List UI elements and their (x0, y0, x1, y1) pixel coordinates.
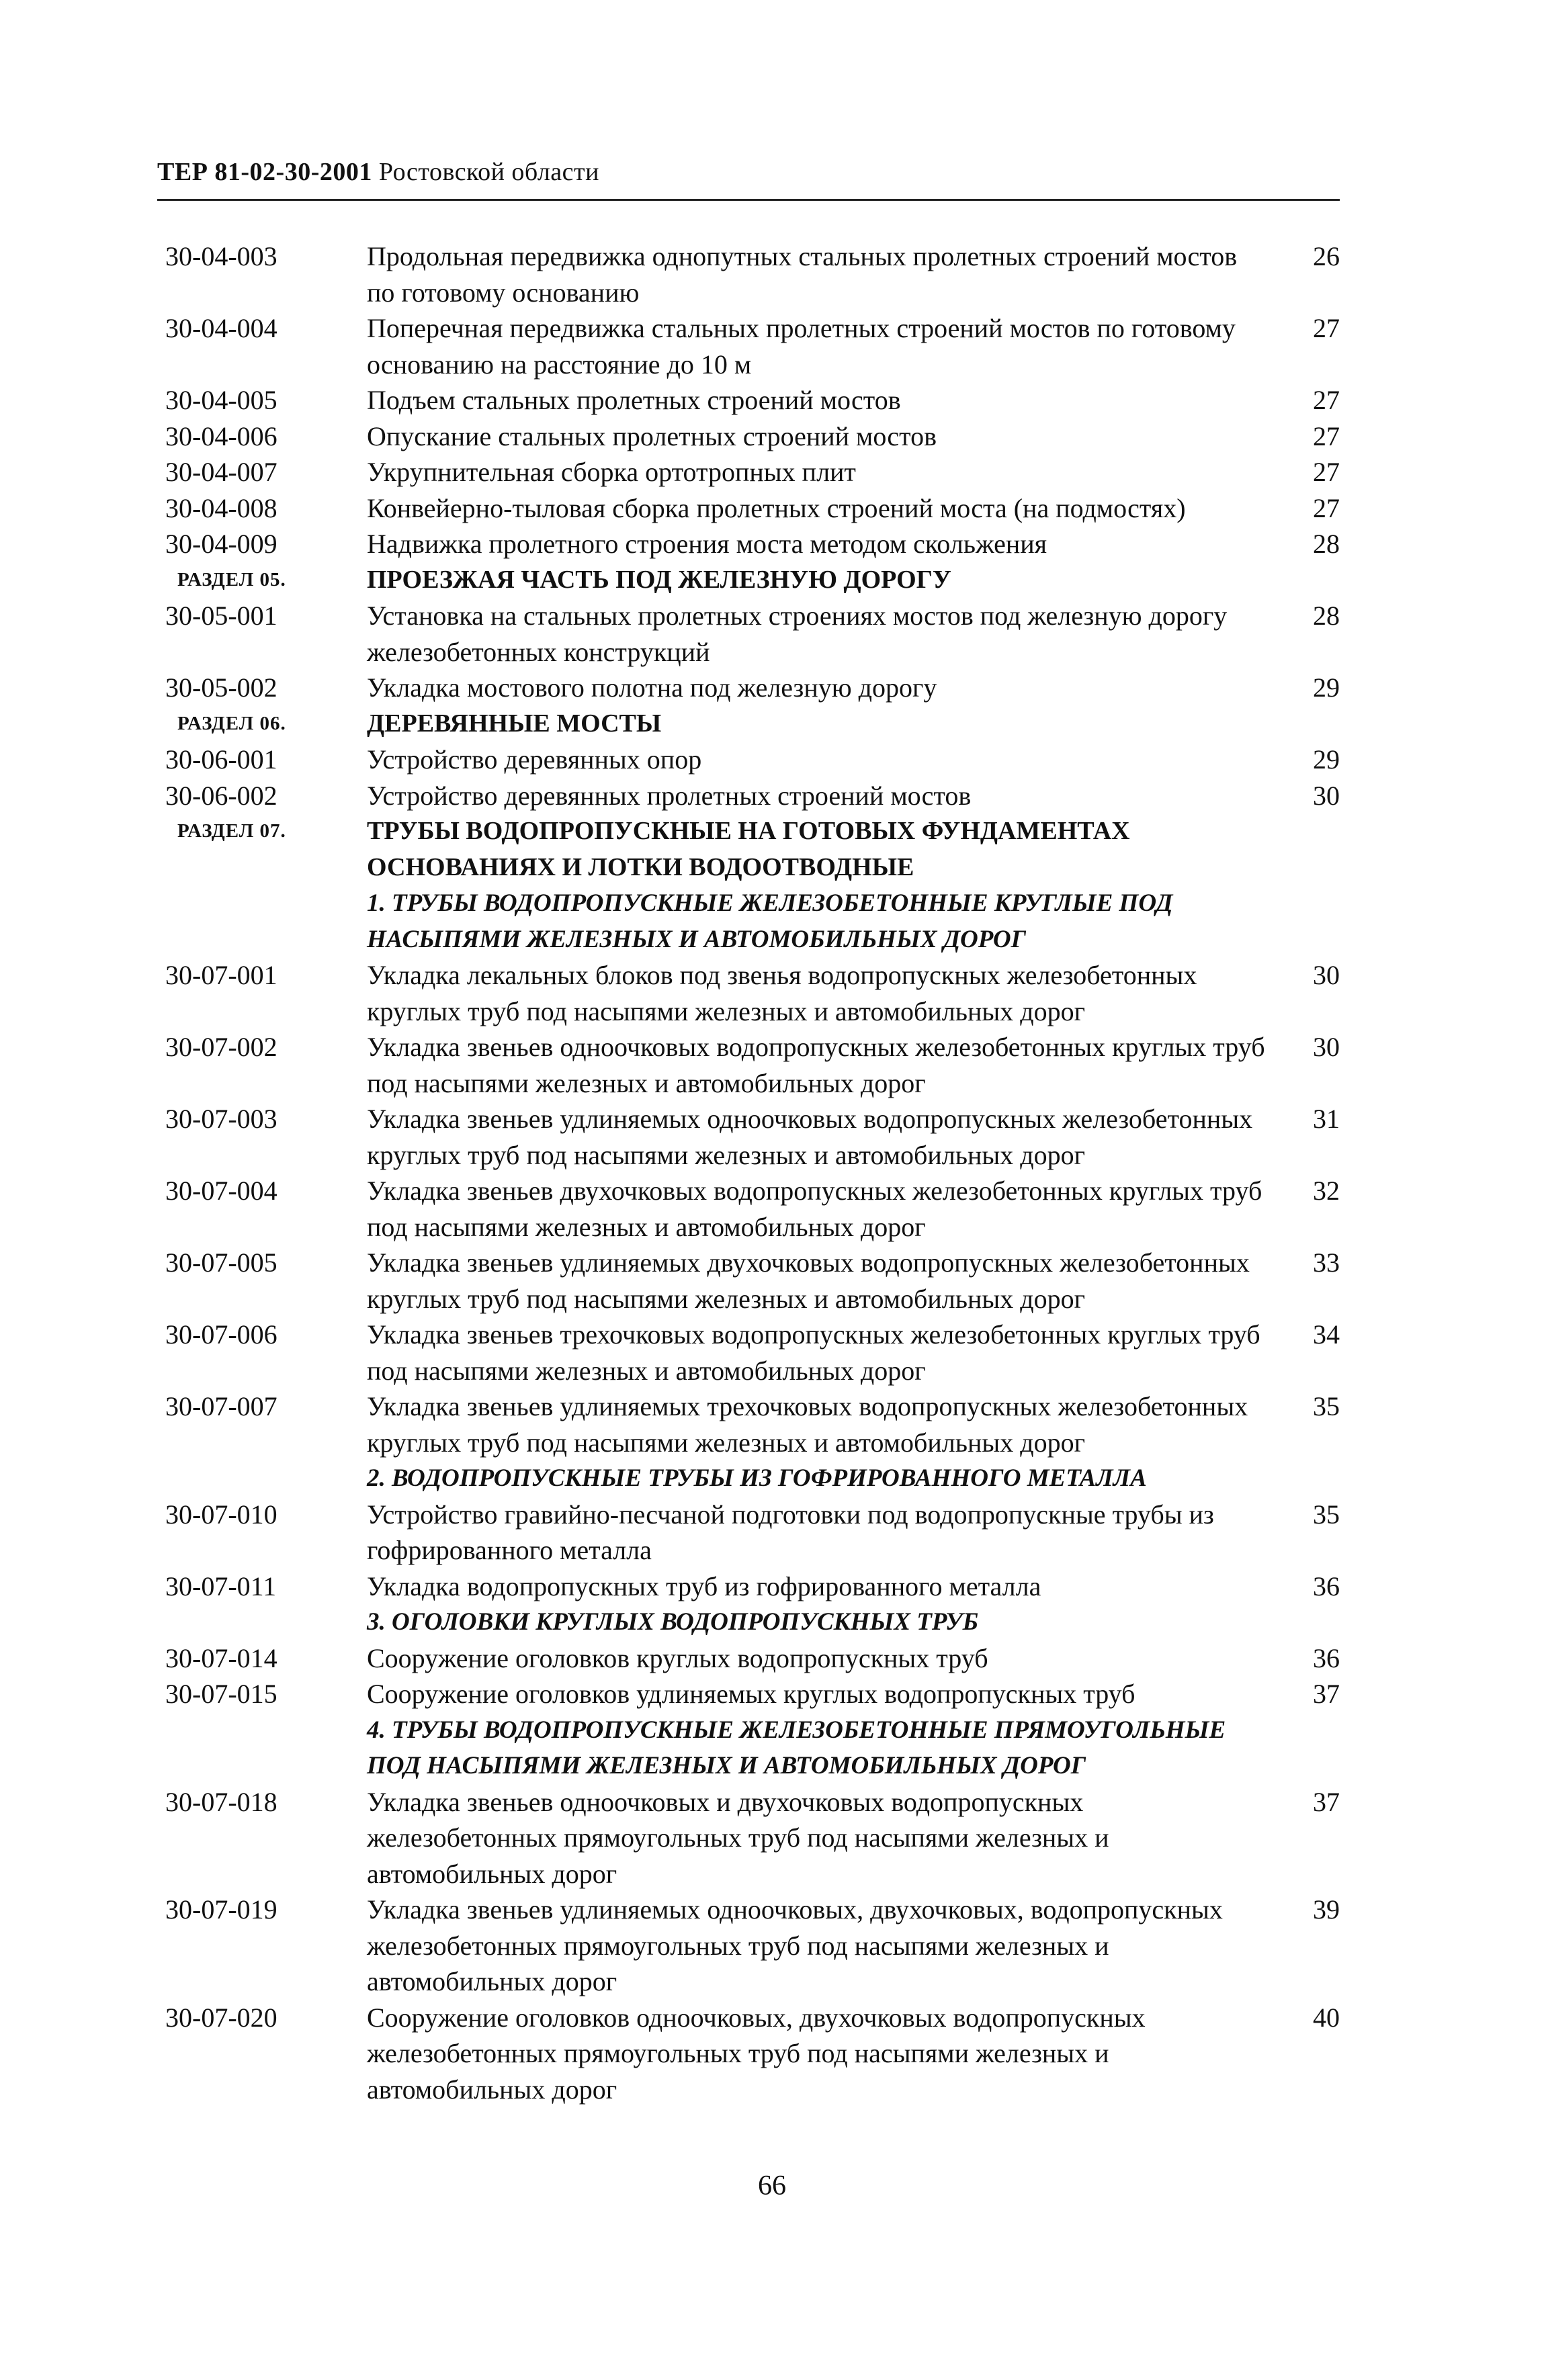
toc-code: 30-07-020 (165, 2002, 277, 2033)
toc-subsection-row (157, 1712, 1340, 1784)
toc-page: 37 (1313, 1679, 1340, 1709)
toc-code: 30-06-001 (165, 744, 277, 775)
toc-row (157, 1317, 1340, 1389)
toc-code: 30-07-014 (165, 1642, 277, 1673)
toc-code: 30-04-007 (165, 457, 277, 487)
toc-title: 3. ОГОЛОВКИ КРУГЛЫХ ВОДОПРОПУСКНЫХ ТРУБ (367, 1608, 979, 1636)
toc-page: 30 (1313, 780, 1340, 811)
toc-page: 28 (1313, 529, 1340, 559)
toc-code: 30-07-002 (165, 1032, 277, 1062)
toc-title: Укладка звеньев удлиняемых одноочковых водопропускных железобетонных круглых труб под насыпями железных и автомобильных дорог (367, 1104, 1253, 1170)
toc-page: 39 (1313, 1894, 1340, 1925)
toc-code: 30-07-006 (165, 1319, 277, 1350)
header-rule (157, 199, 1340, 201)
toc-code: 30-07-007 (165, 1391, 277, 1421)
toc-row (157, 382, 1340, 418)
toc-code: 30-07-015 (165, 1679, 277, 1709)
toc-page: 26 (1313, 241, 1340, 271)
toc-title: Сооружение оголовков удлиняемых круглых водопропускных труб (367, 1679, 1135, 1709)
toc-code: 30-04-009 (165, 529, 277, 559)
toc-row (157, 418, 1340, 455)
toc-title: Устройство деревянных пролетных строений мостов (367, 780, 972, 811)
toc-code: 30-04-003 (165, 241, 277, 271)
toc-row (157, 670, 1340, 706)
toc-page: 33 (1313, 1247, 1340, 1278)
toc-code: РАЗДЕЛ 06. (177, 712, 286, 734)
toc-page: 27 (1313, 421, 1340, 451)
toc-page: 27 (1313, 492, 1340, 523)
toc-code: 30-07-001 (165, 960, 277, 990)
toc-title: Надвижка пролетного строения моста методом скольжения (367, 529, 1047, 559)
toc-row (157, 1245, 1340, 1317)
toc-page: 40 (1313, 2002, 1340, 2033)
toc-code: 30-07-003 (165, 1104, 277, 1134)
toc-title: Установка на стальных пролетных строениях мостов под железную дорогу железобетонных конструкций (367, 601, 1228, 667)
toc-row (157, 1497, 1340, 1569)
toc-row (157, 1101, 1340, 1173)
toc-page: 35 (1313, 1391, 1340, 1421)
running-header (157, 157, 1340, 193)
toc-title: Укладка звеньев удлиняемых двухочковых водопропускных железобетонных круглых труб под насыпями железных и автомобильных дорог (367, 1247, 1250, 1314)
toc-page: 34 (1313, 1319, 1340, 1350)
toc-title: Сооружение оголовков круглых водопропускных труб (367, 1642, 988, 1673)
toc-page: 35 (1313, 1499, 1340, 1530)
toc-row (157, 1784, 1340, 1892)
toc-page: 29 (1313, 672, 1340, 703)
toc-page: 27 (1313, 313, 1340, 343)
toc-section-row (157, 706, 1340, 742)
toc-row (157, 310, 1340, 382)
toc-title: Продольная передвижка однопутных стальных пролетных строений мостов по готовому основанию (367, 241, 1238, 308)
toc-page: 27 (1313, 457, 1340, 487)
toc-title: Укладка звеньев одноочковых и двухочковых водопропускных железобетонных прямоугольных труб под насыпями железных и автомобильных дорог (367, 1786, 1109, 1889)
page-number: 66 (758, 2170, 786, 2201)
toc-row (157, 2000, 1340, 2108)
toc-page: 32 (1313, 1176, 1340, 1206)
toc-code: РАЗДЕЛ 05. (177, 568, 286, 590)
toc-row (157, 1569, 1340, 1605)
toc-code: 30-04-005 (165, 385, 277, 415)
toc-page: 36 (1313, 1571, 1340, 1601)
toc-title: Укрупнительная сборка ортотропных плит (367, 457, 856, 487)
toc-page: 27 (1313, 385, 1340, 415)
toc-title: Устройство деревянных опор (367, 744, 702, 775)
toc-page: 30 (1313, 960, 1340, 990)
toc-title: 1. ТРУБЫ ВОДОПРОПУСКНЫЕ ЖЕЛЕЗОБЕТОННЫЕ КРУГЛЫЕ ПОД НАСЫПЯМИ ЖЕЛЕЗНЫХ И АВТОМОБИЛЬНЫХ ДОРОГ (367, 889, 1173, 953)
toc-title: Укладка звеньев двухочковых водопропускных железобетонных круглых труб под насыпями железных и автомобильных дорог (367, 1176, 1262, 1242)
toc-page: 29 (1313, 744, 1340, 775)
toc-row (157, 1029, 1340, 1101)
toc-page: 36 (1313, 1642, 1340, 1673)
toc-title: Укладка звеньев одноочковых водопропускных железобетонных круглых труб под насыпями железных и автомобильных дорог (367, 1032, 1265, 1098)
table-of-contents (157, 238, 1340, 2107)
toc-subsection-row (157, 1604, 1340, 1640)
header-region: Ростовской области (378, 158, 599, 186)
toc-row (157, 454, 1340, 490)
toc-page: 31 (1313, 1104, 1340, 1134)
toc-code: 30-07-018 (165, 1786, 277, 1817)
toc-title: Опускание стальных пролетных строений мостов (367, 421, 937, 451)
toc-code: 30-07-011 (165, 1571, 277, 1601)
toc-row (157, 1640, 1340, 1677)
toc-code: РАЗДЕЛ 07. (177, 820, 286, 842)
toc-title: Укладка звеньев удлиняемых одноочковых, двухочковых, водопропускных железобетонных прямоугольных труб под насыпями железных и автомобильных дорог (367, 1894, 1223, 1996)
toc-section-row (157, 813, 1340, 885)
toc-row (157, 598, 1340, 670)
toc-title: Устройство гравийно-песчаной подготовки под водопропускные трубы из гофрированного металла (367, 1499, 1214, 1565)
toc-title: Подъем стальных пролетных строений мостов (367, 385, 901, 415)
toc-row (157, 957, 1340, 1029)
toc-code: 30-07-005 (165, 1247, 277, 1278)
toc-title: Сооружение оголовков одноочковых, двухочковых водопропускных железобетонных прямоугольных труб под насыпями железных и автомобильных дорог (367, 2002, 1146, 2105)
toc-code: 30-04-008 (165, 492, 277, 523)
toc-row (157, 526, 1340, 562)
toc-title: Укладка водопропускных труб из гофрированного металла (367, 1571, 1041, 1601)
toc-row (157, 1676, 1340, 1712)
toc-code: 30-04-004 (165, 313, 277, 343)
toc-title: Укладка звеньев удлиняемых трехочковых водопропускных железобетонных круглых труб под насыпями железных и автомобильных дорог (367, 1391, 1248, 1458)
toc-page: 28 (1313, 601, 1340, 631)
toc-title: 2. ВОДОПРОПУСКНЫЕ ТРУБЫ ИЗ ГОФРИРОВАННОГО МЕТАЛЛА (367, 1464, 1147, 1492)
toc-code: 30-07-019 (165, 1894, 277, 1925)
toc-code: 30-07-004 (165, 1176, 277, 1206)
toc-subsection-row (157, 885, 1340, 957)
toc-code: 30-05-002 (165, 672, 277, 703)
toc-code: 30-07-010 (165, 1499, 277, 1530)
toc-row (157, 238, 1340, 310)
toc-title: ДЕРЕВЯННЫЕ МОСТЫ (367, 709, 662, 738)
toc-code: 30-06-002 (165, 780, 277, 811)
toc-section-row (157, 562, 1340, 599)
toc-title: Укладка лекальных блоков под звенья водопропускных железобетонных круглых труб под насыпями железных и автомобильных дорог (367, 960, 1197, 1026)
toc-page: 37 (1313, 1786, 1340, 1817)
toc-row (157, 742, 1340, 778)
toc-title: ПРОЕЗЖАЯ ЧАСТЬ ПОД ЖЕЛЕЗНУЮ ДОРОГУ (367, 565, 951, 594)
toc-row (157, 1892, 1340, 2000)
toc-page: 30 (1313, 1032, 1340, 1062)
toc-row (157, 1389, 1340, 1460)
header-code: ТЕР 81-02-30-2001 (157, 158, 372, 186)
toc-code: 30-04-006 (165, 421, 277, 451)
toc-title: Укладка звеньев трехочковых водопропускных железобетонных круглых труб под насыпями железных и автомобильных дорог (367, 1319, 1260, 1386)
toc-code: 30-05-001 (165, 601, 277, 631)
toc-title: ТРУБЫ ВОДОПРОПУСКНЫЕ НА ГОТОВЫХ ФУНДАМЕНТАХ ОСНОВАНИЯХ И ЛОТКИ ВОДООТВОДНЫЕ (367, 817, 1130, 881)
toc-row (157, 1173, 1340, 1245)
toc-title: Укладка мостового полотна под железную дорогу (367, 672, 937, 703)
toc-row (157, 490, 1340, 527)
toc-title: Поперечная передвижка стальных пролетных строений мостов по готовому основанию на расстояние до 10 м (367, 313, 1236, 380)
toc-row (157, 778, 1340, 814)
toc-title: Конвейерно-тыловая сборка пролетных строений моста (на подмостях) (367, 492, 1186, 523)
toc-subsection-row (157, 1460, 1340, 1497)
toc-title: 4. ТРУБЫ ВОДОПРОПУСКНЫЕ ЖЕЛЕЗОБЕТОННЫЕ ПРЯМОУГОЛЬНЫЕ ПОД НАСЫПЯМИ ЖЕЛЕЗНЫХ И АВТОМОБИЛЬНЫХ ДОРОГ (367, 1716, 1226, 1779)
